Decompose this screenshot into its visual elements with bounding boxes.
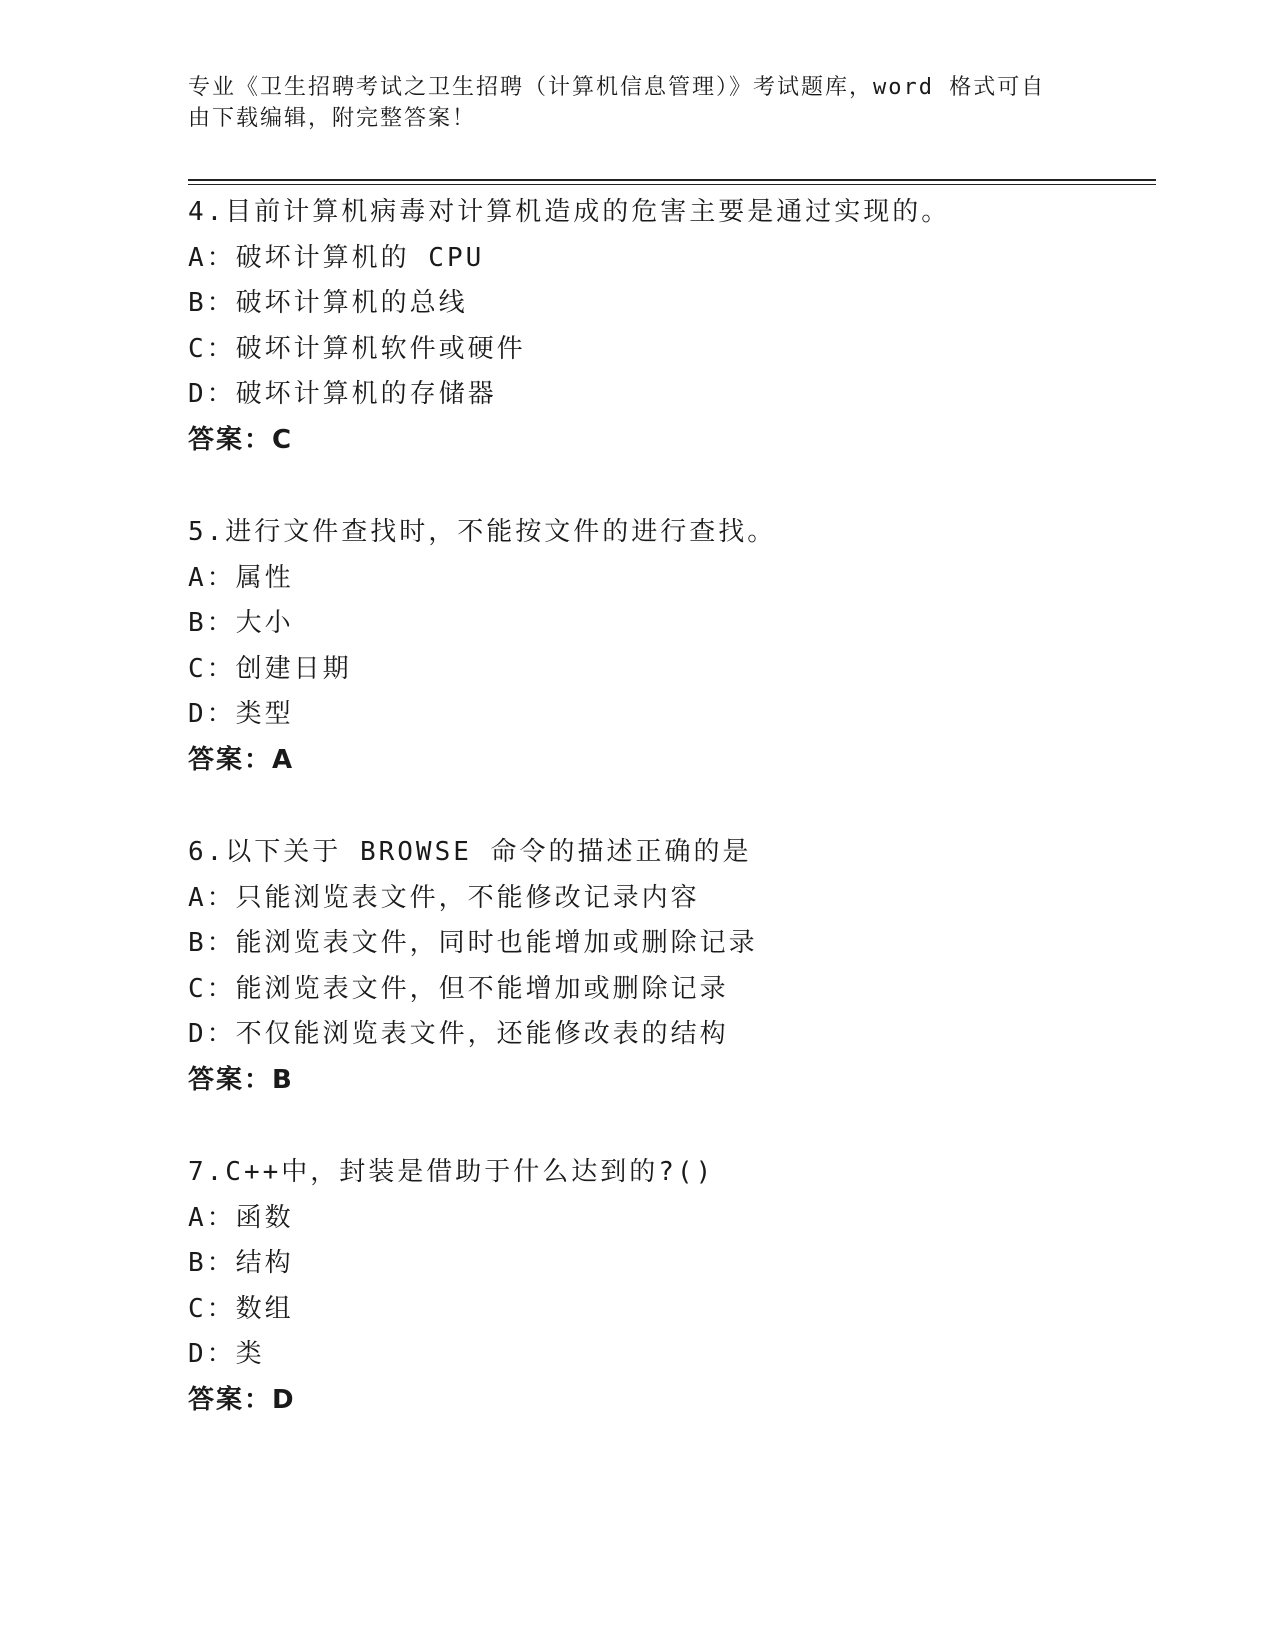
option-b: B：破坏计算机的总线 [188,288,468,319]
option-a: A：只能浏览表文件，不能修改记录内容 [188,882,700,913]
answer-label: 答案：B [188,1064,294,1095]
option-a: A：属性 [188,562,294,593]
option-c: C：数组 [188,1293,294,1324]
option-d: D：类型 [188,699,294,730]
question-title: 4.目前计算机病毒对计算机造成的危害主要是通过实现的。 [188,197,951,227]
option-c: C：创建日期 [188,653,352,684]
header-line-1: 专业《卫生招聘考试之卫生招聘（计算机信息管理）》考试题库，word 格式可自 [188,75,1046,100]
option-d: D：类 [188,1339,265,1370]
question-block [188,1150,1148,1424]
header-divider-thin [188,184,1156,185]
answer-label: 答案：A [188,744,295,775]
question-block [188,190,1148,464]
header-line-2: 由下载编辑，附完整答案！ [188,106,477,131]
question-title: 5.进行文件查找时，不能按文件的进行查找。 [188,517,777,547]
option-d: D：不仅能浏览表文件，还能修改表的结构 [188,1019,729,1050]
option-a: A：函数 [188,1202,294,1233]
option-c: C：破坏计算机软件或硬件 [188,333,526,364]
option-a: A：破坏计算机的 CPU [188,242,485,273]
option-d: D：破坏计算机的存储器 [188,379,497,410]
option-b: B：结构 [188,1248,294,1279]
question-title: 7.C++中，封装是借助于什么达到的?() [188,1157,715,1187]
question-title: 6.以下关于 BROWSE 命令的描述正确的是 [188,837,752,867]
option-c: C：能浏览表文件，但不能增加或删除记录 [188,973,729,1004]
answer-label: 答案：D [188,1384,296,1415]
question-block [188,510,1148,784]
option-b: B：能浏览表文件，同时也能增加或删除记录 [188,928,758,959]
question-block [188,830,1148,1104]
option-b: B：大小 [188,608,294,639]
document-header [188,72,1068,134]
header-divider-thick [188,179,1156,181]
answer-label: 答案：C [188,424,294,455]
